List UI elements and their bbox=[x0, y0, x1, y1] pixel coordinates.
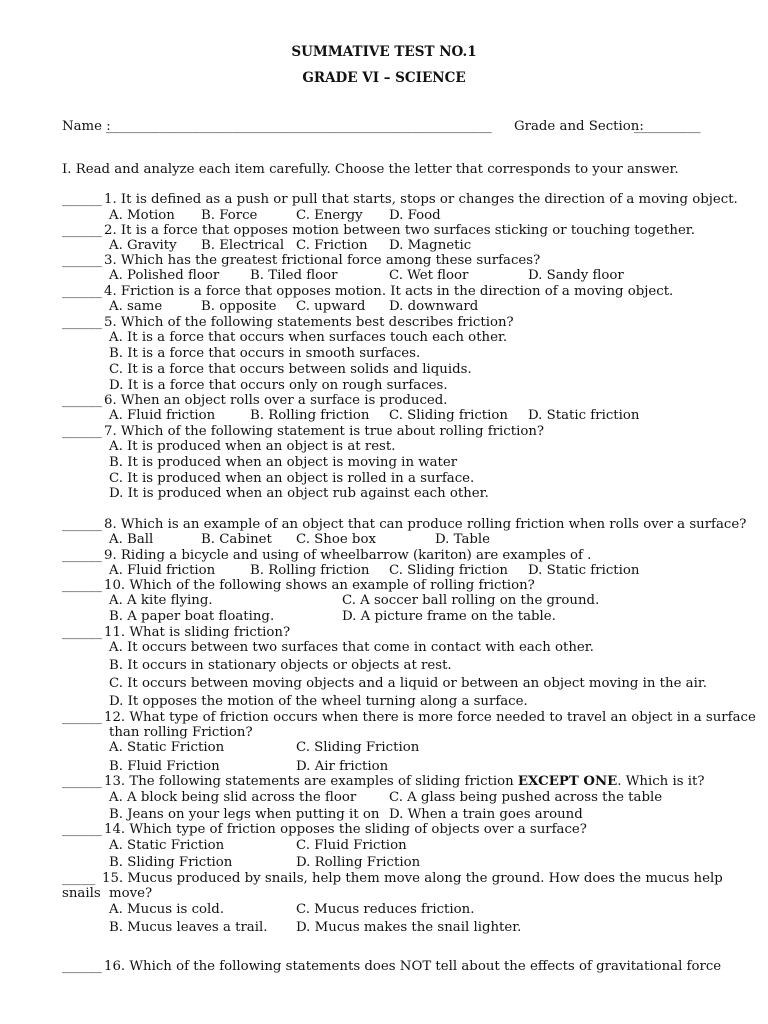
question-stem: 1. It is defined as a push or pull that starts, stops or changes the direction of a moving object. bbox=[104, 192, 738, 207]
choice-c: C. It is a force that occurs between solids and liquids. bbox=[109, 362, 472, 377]
choice-d: D. Sandy floor bbox=[528, 268, 624, 283]
question-stem: 5. Which of the following statements best describes friction? bbox=[104, 315, 514, 330]
answer-blank: ______ bbox=[62, 424, 102, 439]
choice-b: B. Fluid Friction bbox=[109, 759, 220, 774]
choice-b: B. Jeans on your legs when putting it on bbox=[109, 807, 380, 822]
choice-a: A. A kite flying. bbox=[109, 593, 213, 608]
instructions: I. Read and analyze each item carefully. Choose the letter that corresponds to your answer. bbox=[62, 162, 679, 177]
answer-blank: ______ bbox=[62, 517, 102, 532]
question-stem: 2. It is a force that opposes motion between two surfaces sticking or touching together. bbox=[104, 223, 695, 238]
choice-c: C. Sliding friction bbox=[389, 408, 508, 423]
choice-b: B. It is produced when an object is moving in water bbox=[109, 455, 458, 470]
choice-a: A. Fluid friction bbox=[109, 408, 216, 423]
choice-d: D. It is a force that occurs only on rough surfaces. bbox=[109, 378, 448, 393]
choice-d: D. It opposes the motion of the wheel turning along a surface. bbox=[109, 694, 528, 709]
question-stem: 16. Which of the following statements does NOT tell about the effects of gravitational force bbox=[104, 959, 722, 974]
answer-blank: ______ bbox=[62, 822, 102, 837]
choice-d: D. Magnetic bbox=[389, 238, 472, 253]
choice-d: D. Food bbox=[389, 208, 441, 223]
answer-blank: ______ bbox=[62, 959, 102, 974]
answer-blank: ______ bbox=[62, 774, 102, 789]
choice-a: A. A block being slid across the floor bbox=[109, 790, 357, 805]
choice-c: C. Sliding Friction bbox=[296, 740, 420, 755]
choice-b: B. A paper boat floating. bbox=[109, 609, 275, 624]
choice-d: D. Table bbox=[435, 532, 491, 547]
answer-blank: _____ bbox=[62, 871, 96, 886]
choice-a: A. same bbox=[109, 299, 163, 314]
question-stem-line bbox=[104, 774, 704, 790]
answer-blank: ______ bbox=[62, 192, 102, 207]
choice-c: C. Wet floor bbox=[389, 268, 469, 283]
choice-c: C. It is produced when an object is rolled in a surface. bbox=[109, 471, 475, 486]
choice-c: C. Fluid Friction bbox=[296, 838, 407, 853]
choice-a: A. Mucus is cold. bbox=[109, 902, 225, 917]
answer-blank: ______ bbox=[62, 315, 102, 330]
question-stem: 4. Friction is a force that opposes motion. It acts in the direction of a moving object. bbox=[104, 284, 674, 299]
choice-d: D. downward bbox=[389, 299, 479, 314]
question-stem: 11. What is sliding friction? bbox=[104, 625, 291, 640]
emphasis-text: EXCEPT ONE bbox=[517, 774, 618, 789]
question-stem: 6. When an object rolls over a surface is produced. bbox=[104, 393, 448, 408]
choice-d: D. When a train goes around bbox=[389, 807, 583, 822]
choice-b: B. Mucus leaves a trail. bbox=[109, 920, 268, 935]
choice-c: C. A soccer ball rolling on the ground. bbox=[342, 593, 600, 608]
question-stem: 3. Which has the greatest frictional force among these surfaces? bbox=[104, 253, 541, 268]
choice-a: A. Polished floor bbox=[109, 268, 220, 283]
question-stem: 7. Which of the following statement is true about rolling friction? bbox=[104, 424, 545, 439]
choice-c: C. upward bbox=[296, 299, 366, 314]
page-subtitle: GRADE VI – SCIENCE bbox=[302, 70, 466, 86]
choice-b: B. Force bbox=[201, 208, 258, 223]
answer-blank: ______ bbox=[62, 710, 102, 725]
choice-c: C. Friction bbox=[296, 238, 368, 253]
choice-c: C. Energy bbox=[296, 208, 363, 223]
choice-a: A. Static Friction bbox=[109, 740, 225, 755]
question-stem-prefix: snails bbox=[62, 886, 101, 901]
question-stem: 15. Mucus produced by snails, help them move along the ground. How does the mucus help bbox=[102, 871, 723, 886]
choice-a: A. Fluid friction bbox=[109, 563, 216, 578]
choice-b: B. Cabinet bbox=[201, 532, 272, 547]
question-stem-continued: move? bbox=[109, 886, 153, 901]
choice-a: A. Gravity bbox=[109, 238, 177, 253]
choice-b: B. Tiled floor bbox=[250, 268, 338, 283]
name-blank: __________________________________________________________ bbox=[106, 119, 492, 134]
choice-d: D. A picture frame on the table. bbox=[342, 609, 556, 624]
choice-c: C. Sliding friction bbox=[389, 563, 508, 578]
choice-c: C. Mucus reduces friction. bbox=[296, 902, 475, 917]
choice-b: B. Sliding Friction bbox=[109, 855, 233, 870]
choice-b: B. Rolling friction bbox=[250, 563, 370, 578]
choice-b: B. opposite bbox=[201, 299, 277, 314]
choice-d: D. It is produced when an object rub against each other. bbox=[109, 486, 489, 501]
answer-blank: ______ bbox=[62, 625, 102, 640]
answer-blank: ______ bbox=[62, 548, 102, 563]
choice-a: A. Ball bbox=[109, 532, 154, 547]
choice-d: D. Static friction bbox=[528, 408, 640, 423]
choice-c: C. Shoe box bbox=[296, 532, 376, 547]
question-stem: 14. Which type of friction opposes the sliding of objects over a surface? bbox=[104, 822, 587, 837]
choice-b: B. It occurs in stationary objects or objects at rest. bbox=[109, 658, 452, 673]
question-stem-continued: than rolling Friction? bbox=[109, 725, 253, 740]
choice-b: B. Electrical bbox=[201, 238, 285, 253]
choice-a: A. It is produced when an object is at rest. bbox=[109, 439, 396, 454]
answer-blank: ______ bbox=[62, 578, 102, 593]
choice-c: C. It occurs between moving objects and a liquid or between an object moving in the air. bbox=[109, 676, 707, 691]
question-stem: 12. What type of friction occurs when there is more force needed to travel an object in a surface bbox=[104, 710, 756, 725]
question-stem: 10. Which of the following shows an example of rolling friction? bbox=[104, 578, 535, 593]
grade-section-label: Grade and Section: bbox=[514, 119, 644, 134]
answer-blank: ______ bbox=[62, 284, 102, 299]
grade-section-blank: __________ bbox=[634, 119, 701, 134]
choice-a: A. It occurs between two surfaces that come in contact with each other. bbox=[109, 640, 594, 655]
choice-d: D. Static friction bbox=[528, 563, 640, 578]
question-stem: 13. The following statements are examples of sliding friction bbox=[104, 774, 514, 789]
choice-c: C. A glass being pushed across the table bbox=[389, 790, 663, 805]
choice-a: A. It is a force that occurs when surfaces touch each other. bbox=[109, 330, 508, 345]
choice-d: D. Rolling Friction bbox=[296, 855, 421, 870]
question-stem: 8. Which is an example of an object that can produce rolling friction when rolls over a surface? bbox=[104, 517, 747, 532]
choice-a: A. Motion bbox=[109, 208, 175, 223]
choice-a: A. Static Friction bbox=[109, 838, 225, 853]
question-stem: 9. Riding a bicycle and using of wheelbarrow (kariton) are examples of . bbox=[104, 548, 592, 563]
choice-b: B. Rolling friction bbox=[250, 408, 370, 423]
choice-d: D. Mucus makes the snail lighter. bbox=[296, 920, 522, 935]
name-label: Name : bbox=[62, 119, 111, 134]
question-stem-end: . Which is it? bbox=[617, 774, 705, 789]
choice-d: D. Air friction bbox=[296, 759, 389, 774]
answer-blank: ______ bbox=[62, 393, 102, 408]
page-title: SUMMATIVE TEST NO.1 bbox=[291, 44, 477, 60]
choice-b: B. It is a force that occurs in smooth surfaces. bbox=[109, 346, 421, 361]
answer-blank: ______ bbox=[62, 223, 102, 238]
answer-blank: ______ bbox=[62, 253, 102, 268]
